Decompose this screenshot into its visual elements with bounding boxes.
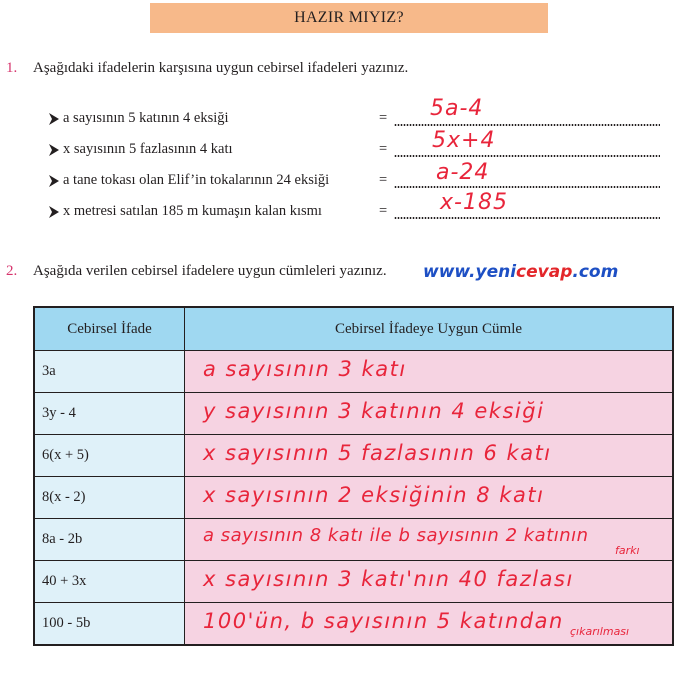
expression-cell: 6(x + 5) [34, 435, 185, 477]
table-row [34, 393, 673, 435]
expression-text: x metresi satılan 185 m kumaşın kalan kısmı [63, 203, 322, 219]
answer-line[interactable] [394, 186, 660, 188]
sentence-cell[interactable] [185, 351, 674, 393]
sentence-cell[interactable] [185, 477, 674, 519]
expression-item [48, 110, 660, 132]
expression-text: a tane tokası olan Elif’in tokalarının 24 eksiği [63, 172, 330, 188]
watermark-suffix: .com [572, 262, 619, 282]
expression-cell: 100 - 5b [34, 603, 185, 646]
equals-sign: = [379, 110, 388, 126]
sentence-cell[interactable] [185, 561, 674, 603]
answer-line[interactable] [394, 124, 660, 126]
handwritten-note: farkı [615, 544, 640, 557]
question-1-text: Aşağıdaki ifadelerin karşısına uygun cebirsel ifadeleri yazınız. [33, 60, 409, 76]
handwritten-answer: a-24 [436, 160, 490, 185]
expression-item [48, 203, 660, 225]
handwritten-sentence: 100'ün, b sayısının 5 katından [203, 609, 564, 633]
handwritten-answer: 5x+4 [432, 128, 496, 153]
expression-cell: 40 + 3x [34, 561, 185, 603]
section-banner [150, 3, 548, 33]
equals-sign: = [379, 203, 388, 219]
answer-line[interactable] [394, 155, 660, 157]
sentence-cell[interactable] [185, 435, 674, 477]
handwritten-sentence: x sayısının 2 eksiğinin 8 katı [203, 483, 545, 507]
table-row [34, 519, 673, 561]
header-sentence: Cebirsel İfadeye Uygun Cümle [185, 307, 674, 351]
table-row [34, 561, 673, 603]
handwritten-sentence: x sayısının 5 fazlasının 6 katı [203, 441, 552, 465]
handwritten-answer: x-185 [440, 190, 508, 215]
question-1-number: 1. [6, 60, 18, 76]
handwritten-sentence: a sayısının 3 katı [203, 357, 407, 381]
expression-cell: 8a - 2b [34, 519, 185, 561]
arrow-bullet-icon [48, 112, 60, 126]
equals-sign: = [379, 172, 388, 188]
handwritten-sentence: x sayısının 3 katı'nın 40 fazlası [203, 567, 574, 591]
question-2-text: Aşağıda verilen cebirsel ifadelere uygun cümleleri yazınız. [33, 263, 387, 279]
watermark-brand-a: yeni [475, 262, 517, 282]
expression-table [33, 306, 674, 646]
expression-item [48, 172, 660, 194]
expression-cell: 3a [34, 351, 185, 393]
expression-text: x sayısının 5 fazlasının 4 katı [63, 141, 233, 157]
question-2-number: 2. [6, 263, 18, 279]
sentence-cell[interactable] [185, 393, 674, 435]
handwritten-answer: 5a-4 [430, 96, 484, 121]
table-row [34, 477, 673, 519]
equals-sign: = [379, 141, 388, 157]
table-row [34, 435, 673, 477]
table-header-row [34, 307, 673, 351]
sentence-cell[interactable] [185, 603, 674, 646]
answer-line[interactable] [394, 217, 660, 219]
expression-item [48, 141, 660, 163]
table-row [34, 351, 673, 393]
watermark-brand-b: cevap [516, 262, 573, 282]
arrow-bullet-icon [48, 143, 60, 157]
arrow-bullet-icon [48, 174, 60, 188]
section-title: HAZIR MIYIZ? [294, 9, 404, 26]
watermark-prefix: www. [423, 262, 476, 282]
arrow-bullet-icon [48, 205, 60, 219]
handwritten-sentence: y sayısının 3 katının 4 eksiği [203, 399, 545, 423]
table-row [34, 603, 673, 646]
expression-text: a sayısının 5 katının 4 eksiği [63, 110, 229, 126]
sentence-cell[interactable] [185, 519, 674, 561]
expression-cell: 3y - 4 [34, 393, 185, 435]
watermark [423, 262, 618, 282]
handwritten-sentence: a sayısının 8 katı ile b sayısının 2 katının [203, 525, 589, 546]
handwritten-note: çıkarılması [570, 625, 630, 638]
expression-cell: 8(x - 2) [34, 477, 185, 519]
header-expression: Cebirsel İfade [34, 307, 185, 351]
